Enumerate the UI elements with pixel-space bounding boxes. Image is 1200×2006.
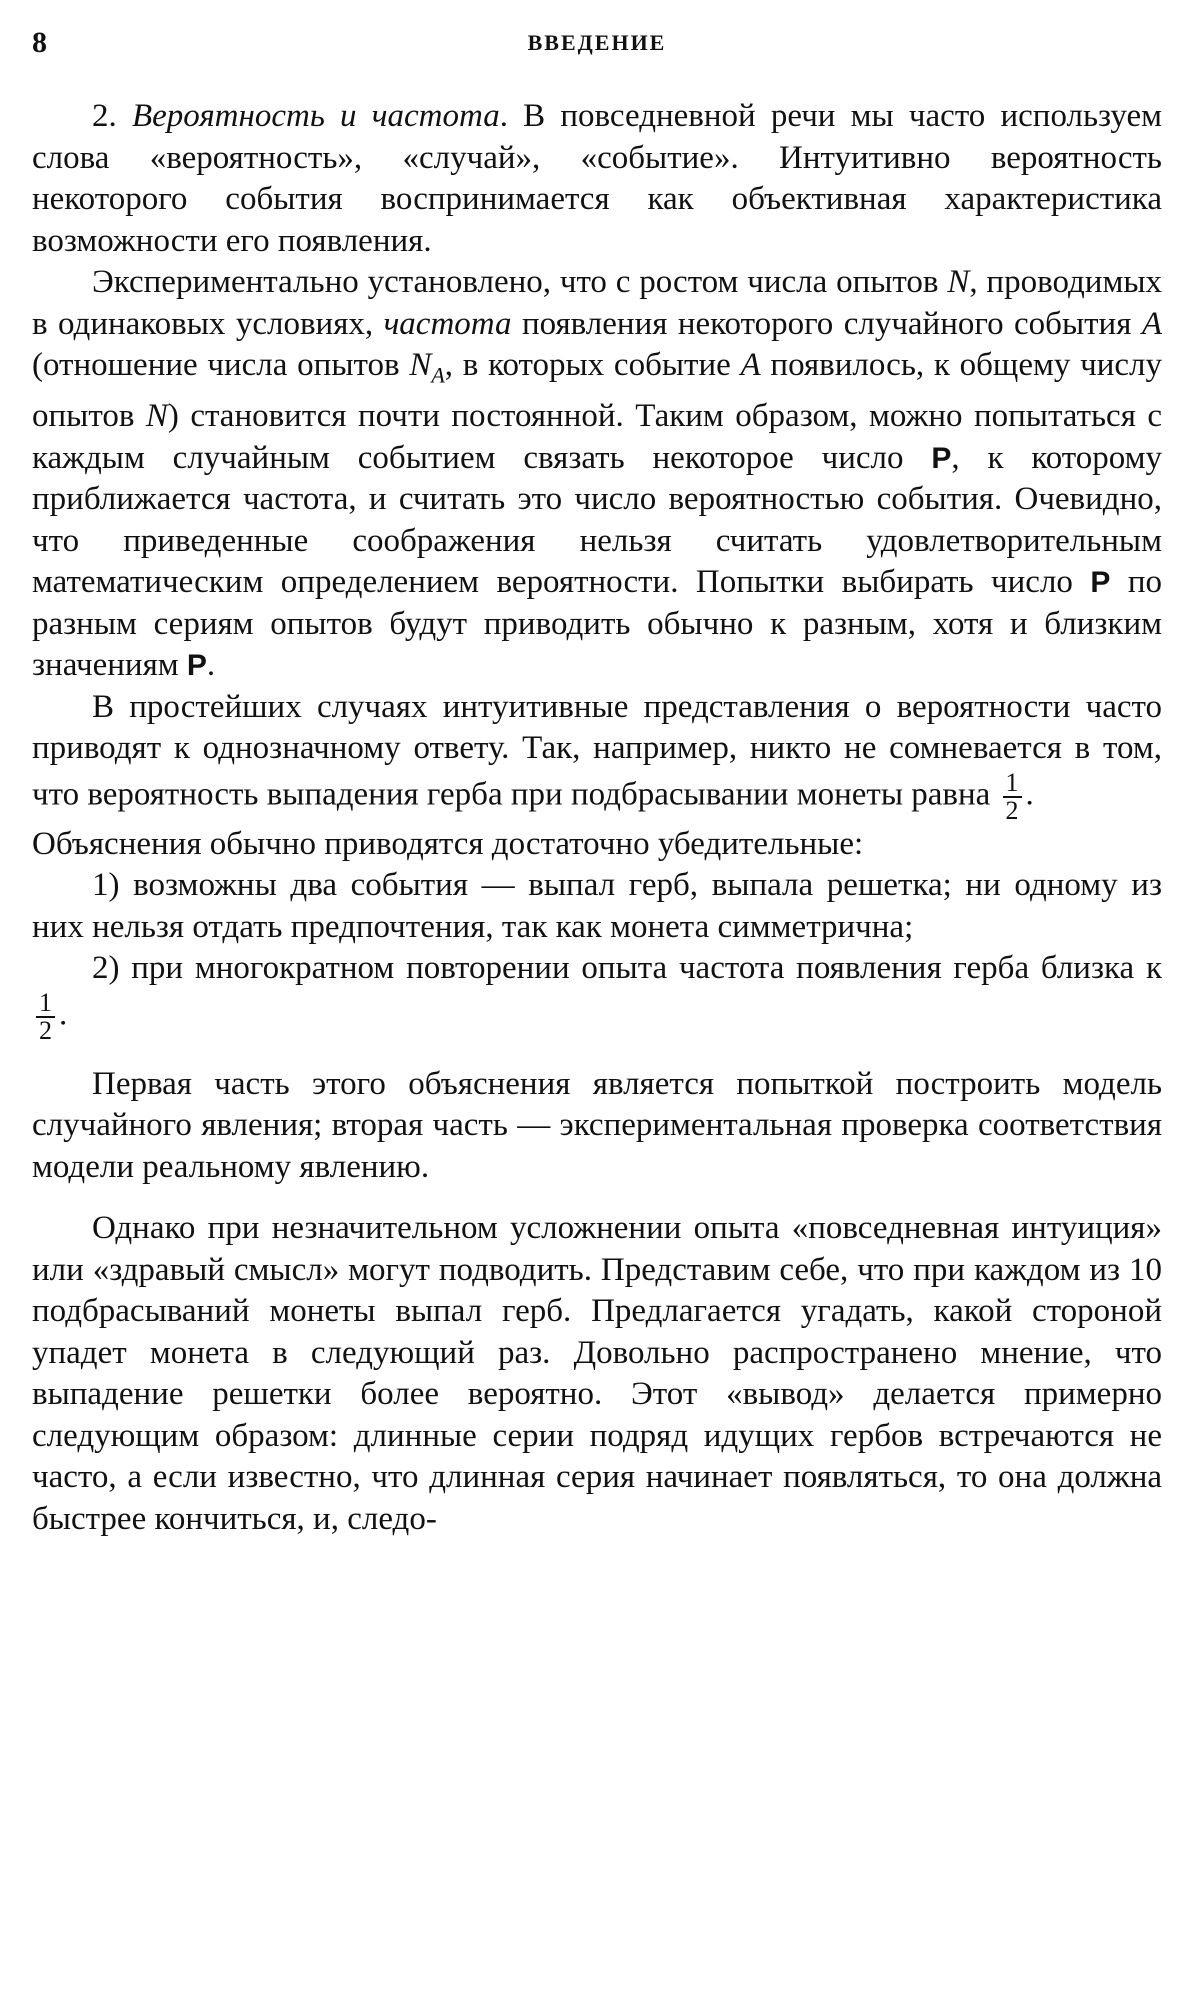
fraction-one-half bbox=[1003, 767, 1022, 825]
math-symbol: N bbox=[947, 264, 970, 300]
fraction-numerator: 1 bbox=[36, 990, 55, 1018]
probability-symbol: P bbox=[1090, 566, 1111, 600]
section-number: 2. bbox=[92, 98, 117, 134]
fraction-denominator: 2 bbox=[1005, 795, 1019, 825]
spacer bbox=[32, 1044, 1162, 1064]
fraction-numerator: 1 bbox=[1003, 770, 1022, 798]
page-body bbox=[32, 96, 1162, 1540]
text-run: В простейших случаях интуитивные представления о вероятности часто приводят к однозначному ответу. Так, например, никто не сомневается в том, что вероятность выпадения герба при подбрасывании монеты равна bbox=[32, 688, 1162, 813]
paragraph-explanations: Объяснения обычно приводятся достаточно убедительные: bbox=[32, 825, 864, 862]
text-run: появилось, к общему числу опытов bbox=[32, 347, 1162, 435]
text-run: , проводимых в одинаковых условиях, bbox=[32, 264, 1163, 342]
section-title: Вероятность и частота bbox=[131, 98, 500, 134]
text-run: ) становится почти постоянной. Таким образом, можно попытаться с каждым случайным событием связать некоторое число bbox=[32, 398, 1162, 476]
fraction-one-half bbox=[36, 987, 55, 1045]
text-run: 2) при многократном повторении опыта частота появления герба близка к bbox=[92, 950, 1162, 987]
fraction-denominator: 2 bbox=[39, 1015, 52, 1045]
math-subscript: A bbox=[431, 362, 445, 388]
paragraph-model-explanation: Первая часть этого объяснения является попыткой построить модель случайного явления; вторая часть — экспериментальная проверка соответствия модели реальному явлению. bbox=[32, 1065, 1162, 1185]
paragraph-intuition: Однако при незначительном усложнении опыта «повседневная интуиция» или «здравый смысл» могут подводить. Представим себе, что при каждом из 10 подбрасываний монеты выпал герб. Предлагается угадать, какой стороной упадет монета в следующий раз. Довольно распространено мнение, что выпадение решетки более вероятно. Этот «вывод» делается примерно следующим образом: длинные серии подряд идущих гербов встречаются не часто, а если известно, что длинная серия начинает появляться, то она должна быстрее кончиться, и, следо- bbox=[32, 1210, 1162, 1537]
math-symbol: N bbox=[145, 398, 168, 435]
math-symbol: N bbox=[409, 347, 432, 383]
text-run: . bbox=[1025, 776, 1034, 813]
text-run: (отношение числа опытов bbox=[32, 347, 410, 383]
list-item-1: 1) возможны два события — выпал герб, выпала решетка; ни одному из них нельзя отдать предпочтения, так как монета симметрична; bbox=[32, 867, 1162, 945]
math-symbol: A bbox=[740, 347, 761, 383]
emphasis-term: частота bbox=[383, 305, 512, 342]
page-header bbox=[32, 26, 1162, 62]
paragraph-coin-example bbox=[32, 687, 1162, 824]
probability-symbol: P bbox=[186, 649, 207, 683]
paragraph-frequency bbox=[32, 262, 1162, 687]
list-item-2 bbox=[32, 948, 1162, 1044]
book-page bbox=[32, 0, 1162, 2006]
text-run: , в которых событие bbox=[444, 347, 741, 383]
paragraph-text: . В повседневной речи мы часто используем слова «вероятность», «случай», «событие». Интуитивно вероятность некоторого события воспринимается как объективная характеристика возможности его появления. bbox=[32, 98, 1162, 259]
text-run: по разным сериям опытов будут приводить обычно к разным, хотя и близким значениям bbox=[32, 564, 1162, 684]
text-run: , к которому приближается частота, и считать это число вероятностью события. Очевидно, что приведенные соображения нельзя считать удовлетворительным математическим определением вероятности. Попытки выбирать число bbox=[32, 439, 1162, 601]
text-run: Экспериментально установлено, что с ростом числа опытов bbox=[92, 264, 948, 300]
text-run: . bbox=[59, 996, 68, 1033]
text-run: . bbox=[206, 647, 216, 684]
page-number: 8 bbox=[32, 26, 47, 59]
probability-symbol: P bbox=[931, 441, 952, 475]
paragraph-probability-intro bbox=[32, 96, 1162, 262]
text-run: появления некоторого случайного события bbox=[511, 305, 1142, 342]
math-symbol: A bbox=[1141, 305, 1162, 342]
spacer bbox=[32, 1188, 1162, 1208]
running-head: ВВЕДЕНИЕ bbox=[527, 30, 667, 55]
